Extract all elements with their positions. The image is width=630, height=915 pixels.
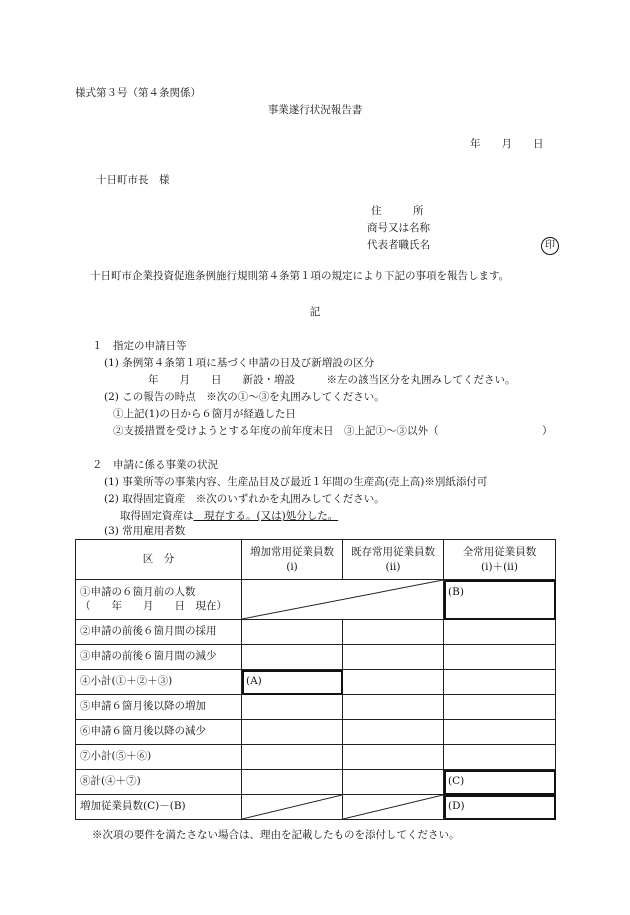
diagonal-cell: [242, 795, 343, 820]
table-cell[interactable]: [242, 745, 343, 770]
ki-mark: 記: [309, 306, 321, 318]
section1-item1: (1) 条例第４条第１項に基づく申請の日及び新増設の区分: [104, 357, 375, 369]
row-label: ⑤申請６箇月後以降の増加: [76, 695, 242, 720]
cell-a[interactable]: [242, 670, 343, 695]
option-2: ②支援措置を受けようとする年度の前年度末日 ③上記①～③以外（: [113, 425, 439, 437]
table-cell[interactable]: [343, 645, 444, 670]
table-row: [76, 620, 556, 645]
header-col1: [242, 540, 343, 580]
footnote: ※次項の要件を満たさない場合は、理由を記載したものを添付してください。: [92, 829, 460, 841]
table-cell[interactable]: [343, 695, 444, 720]
row-label: ②申請の前後６箇月間の採用: [76, 620, 242, 645]
asset-line: [120, 510, 338, 524]
table-cell[interactable]: [242, 645, 343, 670]
table-cell[interactable]: [444, 720, 556, 745]
table-cell[interactable]: [343, 620, 444, 645]
diagonal-line: [242, 795, 342, 819]
document-title: 事業遂行状況報告書: [267, 104, 363, 116]
form-number: 様式第３号（第４条関係）: [75, 87, 201, 99]
cell-b[interactable]: [444, 580, 556, 620]
diagonal-cell: [242, 580, 444, 620]
row-label: ⑥申請６箇月後以降の減少: [76, 720, 242, 745]
table-cell[interactable]: [444, 620, 556, 645]
address-label: 住 所: [371, 205, 424, 217]
table-row: [76, 695, 556, 720]
table-cell[interactable]: [343, 770, 444, 795]
table-cell[interactable]: [444, 695, 556, 720]
header-col3-text: 全常用従業員数: [462, 546, 537, 559]
asset-options: 現存する。(又は)処分した。: [193, 510, 339, 522]
table-row: [76, 720, 556, 745]
section1-item2: (2) この報告の時点 ※次の①～③を丸囲みしてください。: [104, 391, 385, 403]
table-cell[interactable]: [242, 695, 343, 720]
table-cell[interactable]: [242, 770, 343, 795]
table-cell[interactable]: [242, 720, 343, 745]
table-cell[interactable]: [343, 670, 444, 695]
header-category-text: 区 分: [142, 553, 175, 566]
row-label: [76, 580, 242, 620]
header-category: [76, 540, 242, 580]
row-label-text: ①申請の６箇月前の人数: [80, 585, 196, 598]
marker-b: (B): [448, 586, 464, 598]
diagonal-line: [343, 795, 443, 819]
header-col2-sub: (ii): [385, 560, 401, 573]
table-row: [76, 670, 556, 695]
seal-char: 印: [541, 237, 559, 255]
marker-c: (C): [448, 775, 465, 788]
table-cell[interactable]: [242, 620, 343, 645]
asset-prefix: 取得固定資産は: [120, 510, 194, 522]
table-header-row: [76, 540, 556, 580]
cell-c[interactable]: [444, 770, 556, 795]
table-cell[interactable]: [444, 745, 556, 770]
table-row: [76, 580, 556, 620]
section2-item2: (2) 取得固定資産 ※次のいずれかを丸囲みしてください。: [104, 493, 385, 505]
marker-a: (A): [246, 675, 262, 688]
table-row: [76, 770, 556, 795]
section1-heading: １ 指定の申請日等: [92, 340, 187, 352]
name-label: 商号又は名称: [367, 222, 430, 234]
employee-table: [75, 539, 556, 820]
header-col1-text: 増加常用従業員数: [250, 546, 334, 559]
section2-item3: (3) 常用雇用者数: [104, 525, 186, 537]
diagonal-line: [242, 580, 443, 619]
table-row: [76, 745, 556, 770]
header-col2-text: 既存常用従業員数: [351, 546, 435, 559]
cell-d[interactable]: [444, 795, 556, 820]
row-label: ③申請の前後６箇月間の減少: [76, 645, 242, 670]
section1-item1-line: 年 月 日 新設・増設 ※左の該当区分を丸囲みしてください。: [148, 374, 516, 386]
header-col3-sub: (i)＋(ii): [481, 560, 518, 573]
diagonal-cell: [343, 795, 444, 820]
row-label: ④小計(①＋②＋③): [76, 670, 242, 695]
table-row: [76, 645, 556, 670]
row-label: ⑦小計(⑤＋⑥): [76, 745, 242, 770]
table-cell[interactable]: [343, 720, 444, 745]
table-cell[interactable]: [444, 670, 556, 695]
header-col2: [343, 540, 444, 580]
date-fields: 年 月 日: [470, 138, 544, 150]
representative-label: 代表者職氏名: [367, 239, 430, 251]
seal-mark: [541, 237, 559, 255]
intro-text: 十日町市企業投資促進条例施行規則第４条第１項の規定により下記の事項を報告します。: [90, 270, 510, 282]
row-label: ⑧計(④＋⑦): [76, 770, 242, 795]
table-cell[interactable]: [444, 645, 556, 670]
table-cell[interactable]: [343, 745, 444, 770]
header-col1-sub: (i): [286, 560, 298, 573]
option-2-close: ）: [542, 425, 553, 437]
row-label: 増加従業員数(C)－(B): [76, 795, 242, 820]
table-row: [76, 795, 556, 820]
row-label-date: （ 年 月 日 現在）: [80, 599, 227, 612]
marker-d: (D): [448, 800, 465, 813]
option-1: ①上記(1)の日から６箇月が経過した日: [113, 408, 296, 420]
addressee: 十日町市長 様: [96, 174, 170, 186]
header-col3: [444, 540, 556, 580]
section2-heading: ２ 申請に係る事業の状況: [92, 459, 218, 471]
section2-item1: (1) 事業所等の事業内容、生産品目及び最近１年間の生産高(売上高)※別紙添付可: [104, 476, 488, 488]
